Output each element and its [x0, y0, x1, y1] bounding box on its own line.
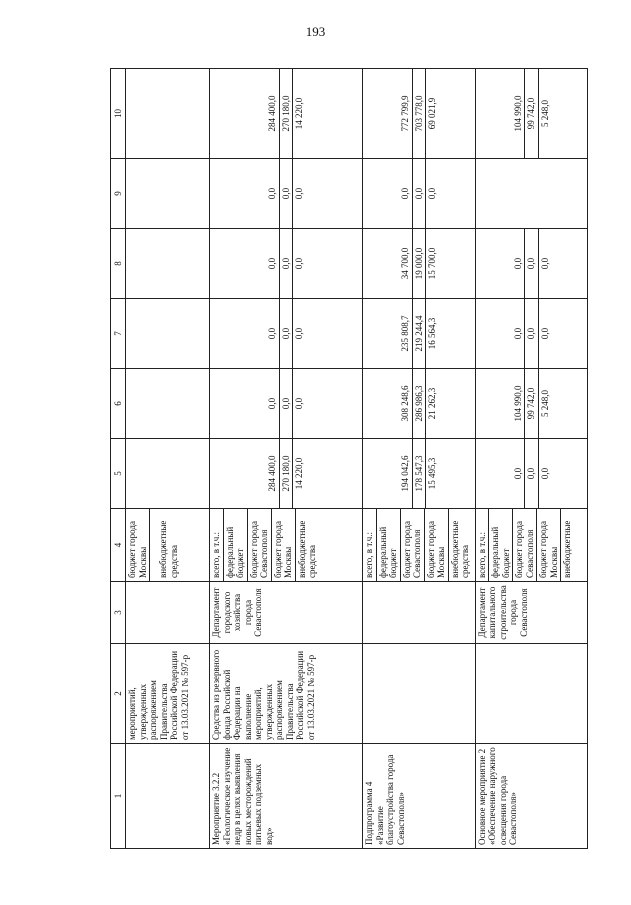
value: 14 220,0 [294, 97, 305, 130]
sources-cell [363, 509, 475, 582]
source-label: внебюджетные средства [158, 520, 179, 578]
value: 0,0 [525, 229, 539, 298]
header-row [111, 69, 126, 849]
value: 286 986,3 [413, 369, 427, 438]
value: 104 990,0 [512, 69, 526, 158]
source-label: внебюджетные [562, 520, 573, 578]
basis-cell [475, 644, 587, 744]
value: 15 700,0 [427, 247, 438, 280]
value: 0,0 [512, 299, 526, 368]
source-label: бюджет города Севастополя [248, 509, 272, 581]
value-cell [475, 69, 587, 159]
source-label: федеральный бюджет [224, 509, 248, 581]
measure-name: Мероприятие 3.2.2 «Геологическое изучение недр в целях выявления новых месторождений питьевых подземных вод» [210, 744, 363, 849]
header-cell: 1 [111, 744, 126, 849]
sources-cell [126, 509, 210, 582]
source-label: всего, в т.ч.: [210, 509, 224, 581]
header-cell: 8 [111, 229, 126, 299]
value: 194 042,6 [399, 439, 413, 508]
value-cell [210, 229, 363, 299]
value: 69 021,9 [427, 97, 438, 130]
source-label: бюджет города Москвы [272, 509, 296, 581]
value: 219 244,4 [413, 299, 427, 368]
source-label: внебюджетные средства [449, 520, 471, 578]
source-label: федеральный бюджет [489, 509, 513, 581]
page-number: 193 [305, 24, 326, 39]
header-cell: 6 [111, 369, 126, 439]
value: 284 400,0 [266, 439, 280, 508]
value: 21 262,3 [427, 387, 438, 420]
value-cell [475, 159, 587, 229]
value-cell [363, 369, 475, 439]
source-label: бюджет города Москвы [126, 509, 150, 581]
sources-cell [475, 509, 587, 582]
value: 0,0 [280, 369, 294, 438]
source-label: всего, в т.ч.: [363, 509, 377, 581]
executor-cell: Департамент капитального строительства города Севастополя [475, 582, 587, 644]
value: 0,0 [294, 257, 305, 270]
value: 0,0 [539, 327, 550, 340]
basis-cell [363, 644, 475, 744]
value: 0,0 [539, 467, 550, 480]
source-label: всего, в т.ч.: [476, 509, 490, 581]
measure-name: Основное мероприятие 2 «Обеспечение наружного освещения города Севастополя» [475, 744, 587, 849]
cell [126, 229, 210, 299]
value-cell [363, 299, 475, 369]
value: 99 742,0 [525, 69, 539, 158]
value: 34 700,0 [399, 229, 413, 298]
value: 104 990,0 [512, 369, 526, 438]
executor-cell [363, 582, 475, 644]
value: 178 547,3 [413, 439, 427, 508]
basis-cell: Средства из резервного фонда Российской Федерации на выполнение мероприятий, утвержденных распоряжением Правительства Российской Федерации от 13.03.2021 № 597-р [210, 644, 363, 744]
cell [126, 369, 210, 439]
basis-cell: мероприятий, утвержденных распоряжением Правительства Российской Федерации от 13.03.2021 № 597-р [126, 644, 210, 744]
cell [126, 299, 210, 369]
value: 0,0 [266, 299, 280, 368]
value-cell [363, 159, 475, 229]
value: 0,0 [280, 299, 294, 368]
header-cell: 4 [111, 509, 126, 582]
value: 19 000,0 [413, 229, 427, 298]
value: 284 400,0 [266, 69, 280, 158]
value: 0,0 [280, 159, 294, 228]
value: 0,0 [512, 439, 526, 508]
value: 5 248,0 [539, 390, 550, 417]
header-cell: 7 [111, 299, 126, 369]
value: 0,0 [294, 397, 305, 410]
value: 0,0 [294, 327, 305, 340]
header-cell: 10 [111, 69, 126, 159]
value: 14 220,0 [294, 457, 305, 490]
value: 0,0 [399, 159, 413, 228]
measure-name: Подпрограмма 4 «Развитие благоустройства города Севастополя» [363, 744, 475, 849]
table-row [210, 69, 363, 849]
header-cell: 5 [111, 439, 126, 509]
executor-cell: Департамент городского хозяйства города Севастополя [210, 582, 363, 644]
cell [126, 582, 210, 644]
value-cell [475, 439, 587, 509]
source-label: бюджет города Севастополя [513, 509, 537, 581]
value-cell [363, 439, 475, 509]
cell [126, 744, 210, 849]
value: 703 778,0 [413, 69, 427, 158]
value: 15 495,3 [427, 457, 438, 490]
value-cell [475, 369, 587, 439]
header-cell: 2 [111, 644, 126, 744]
value-cell [475, 229, 587, 299]
value: 5 248,0 [539, 100, 550, 127]
value: 99 742,0 [525, 369, 539, 438]
value: 0,0 [294, 187, 305, 200]
value-cell [210, 369, 363, 439]
value-cell [363, 69, 475, 159]
value: 0,0 [266, 229, 280, 298]
source-label: бюджет города Москвы [537, 509, 561, 581]
table-row [475, 69, 587, 849]
header-cell: 9 [111, 159, 126, 229]
value: 0,0 [280, 229, 294, 298]
cell [126, 159, 210, 229]
value: 0,0 [539, 257, 550, 270]
value: 0,0 [266, 369, 280, 438]
value: 235 808,7 [399, 299, 413, 368]
rotated-table-wrapper [110, 69, 588, 849]
value-cell [210, 439, 363, 509]
value-cell [210, 159, 363, 229]
value: 772 799,9 [399, 69, 413, 158]
cell [126, 69, 210, 159]
value-cell [210, 69, 363, 159]
value: 270 180,0 [280, 69, 294, 158]
table-row-continuation [126, 69, 210, 849]
source-label: бюджет города Севастополя [401, 509, 425, 581]
value: 0,0 [525, 299, 539, 368]
value-cell [363, 229, 475, 299]
value-cell [475, 299, 587, 369]
value: 308 248,6 [399, 369, 413, 438]
value: 0,0 [413, 159, 427, 228]
source-label: федеральный бюджет [377, 509, 401, 581]
source-label: бюджет города Москвы [425, 509, 449, 581]
cell [126, 439, 210, 509]
source-label: внебюджетные средства [296, 520, 318, 578]
budget-table [110, 68, 588, 849]
value: 270 180,0 [280, 439, 294, 508]
value: 0,0 [525, 439, 539, 508]
value: 16 564,3 [427, 317, 438, 350]
value: 0,0 [427, 187, 438, 200]
header-cell: 3 [111, 582, 126, 644]
sources-cell [210, 509, 363, 582]
value: 0,0 [512, 229, 526, 298]
table-row [363, 69, 475, 849]
value: 0,0 [266, 159, 280, 228]
value-cell [210, 299, 363, 369]
